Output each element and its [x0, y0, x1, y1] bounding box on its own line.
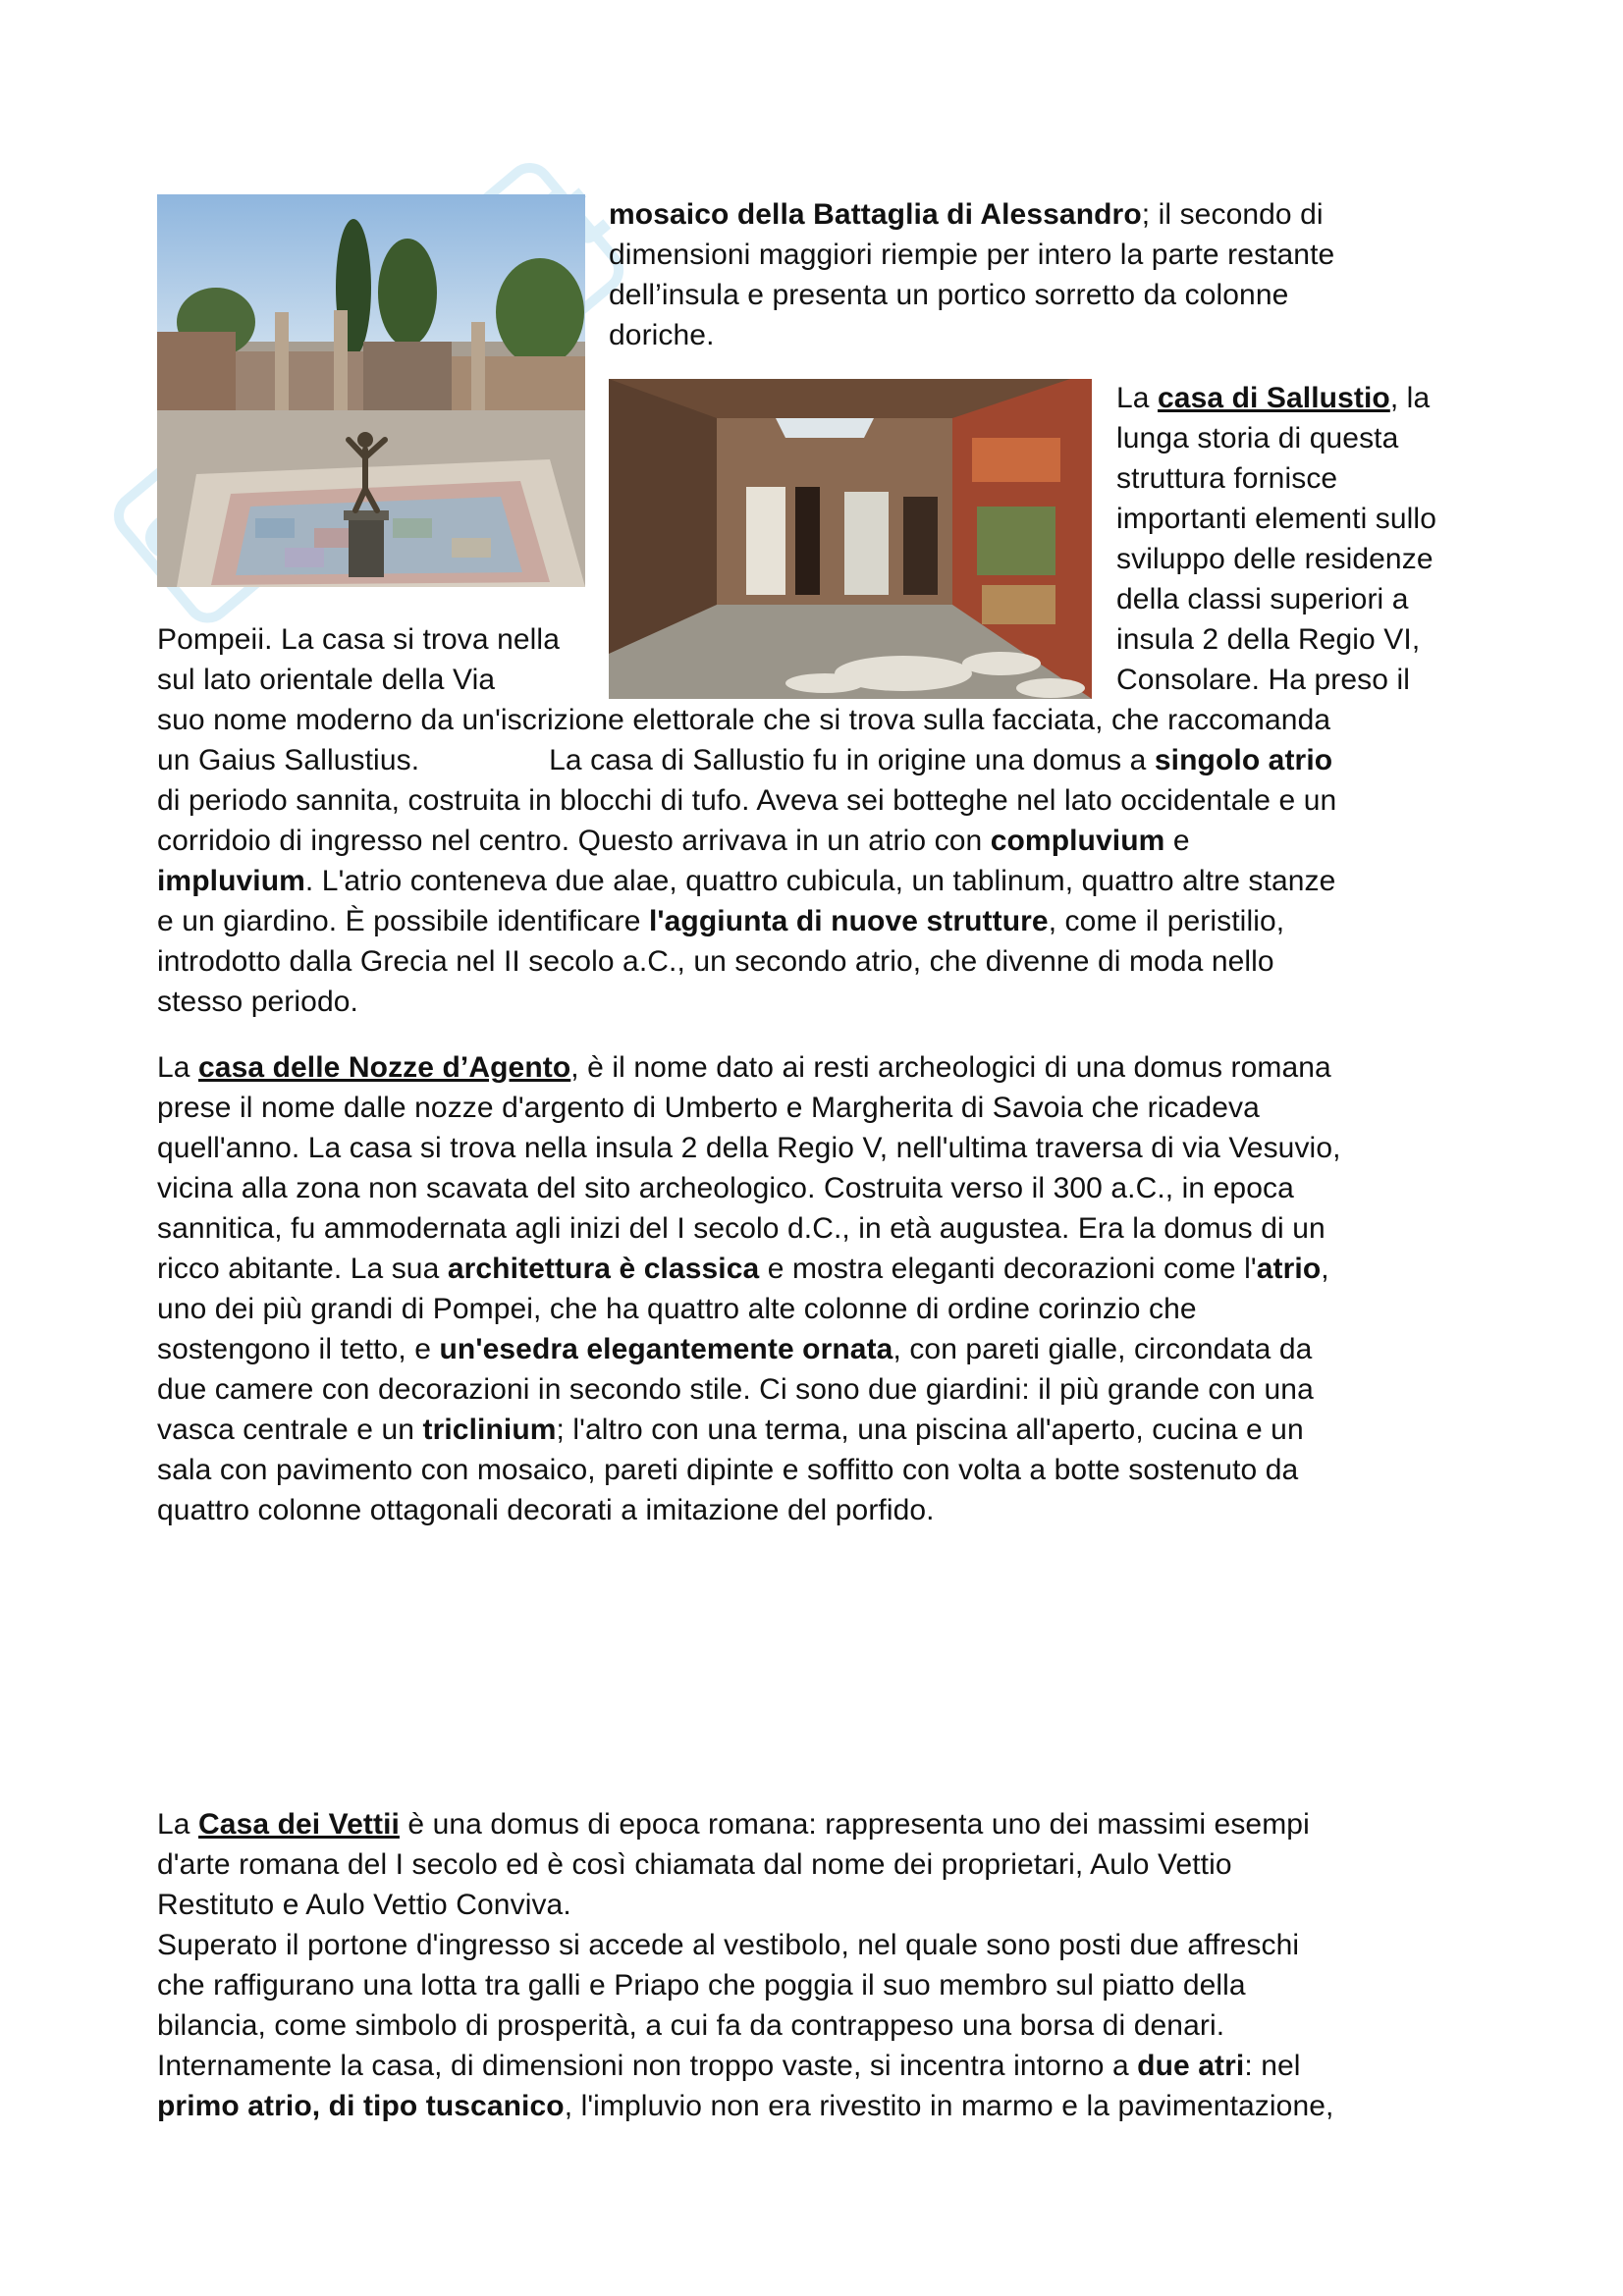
- bold-term: singolo atrio: [1154, 744, 1333, 776]
- text-line: Restituto e Aulo Vettio Conviva.: [157, 1889, 571, 1921]
- text-line: sostengono il tetto, e un'esedra elegantemente ornata, con pareti gialle, circondata da: [157, 1333, 1313, 1365]
- text-line: uno dei più grandi di Pompei, che ha quattro alte colonne di ordine corinzio che: [157, 1293, 1197, 1325]
- text-line: vicina alla zona non scavata del sito archeologico. Costruita verso il 300 a.C., in epoca: [157, 1172, 1294, 1204]
- text-line: dell’insula e presenta un portico sorretto da colonne: [609, 279, 1289, 311]
- text-line: quell'anno. La casa si trova nella insula 2 della Regio V, nell'ultima traversa di via Vesuvio,: [157, 1132, 1341, 1164]
- bold-term: mosaico della Battaglia di Alessandro: [609, 198, 1142, 231]
- link-casa-nozze-argento[interactable]: casa delle Nozze d’Agento: [198, 1051, 571, 1084]
- text-line: La Casa dei Vettii è una domus di epoca romana: rappresenta uno dei massimi esempi: [157, 1808, 1310, 1841]
- text-line: doriche.: [609, 319, 715, 351]
- text-line: importanti elementi sullo: [1116, 503, 1436, 535]
- text-line: due camere con decorazioni in secondo stile. Ci sono due giardini: il più grande con una: [157, 1373, 1314, 1406]
- text-line: bilancia, come simbolo di prosperità, a cui fa da contrappeso una borsa di denari.: [157, 2009, 1225, 2042]
- text-line: mosaico della Battaglia di Alessandro; il secondo di: [609, 198, 1324, 231]
- text-line: sul lato orientale della Via: [157, 664, 496, 696]
- text-line: di periodo sannita, costruita in blocchi di tufo. Aveva sei botteghe nel lato occidentale e un: [157, 784, 1337, 817]
- bold-term: compluvium: [990, 825, 1165, 857]
- text-line: Internamente la casa, di dimensioni non troppo vaste, si incentra intorno a due atri: nel: [157, 2050, 1301, 2082]
- text-line: ricco abitante. La sua architettura è classica e mostra eleganti decorazioni come l'atrio,: [157, 1253, 1329, 1285]
- text-line: sviluppo delle residenze: [1116, 543, 1434, 575]
- text-line: sala con pavimento con mosaico, pareti dipinte e soffitto con volta a botte sostenuto da: [157, 1454, 1299, 1486]
- bold-term: primo atrio, di tipo tuscanico: [157, 2090, 565, 2122]
- bold-term: due atri: [1137, 2050, 1245, 2082]
- text-line: suo nome moderno da un'iscrizione elettorale che si trova sulla facciata, che raccomanda: [157, 704, 1331, 736]
- bold-term: impluvium: [157, 865, 305, 897]
- text-line: Superato il portone d'ingresso si accede al vestibolo, nel quale sono posti due affreschi: [157, 1929, 1300, 1961]
- text-line: della classi superiori a: [1116, 583, 1409, 615]
- text-line: Consolare. Ha preso il: [1116, 664, 1411, 696]
- bold-term: atrio: [1256, 1253, 1322, 1285]
- text-line: introdotto dalla Grecia nel II secolo a.C., un secondo atrio, che divenne di moda nello: [157, 945, 1274, 978]
- text-line: insula 2 della Regio VI,: [1116, 623, 1421, 656]
- text-line: struttura fornisce: [1116, 462, 1338, 495]
- text-line: dimensioni maggiori riempie per intero la parte restante: [609, 239, 1335, 271]
- bold-term: l'aggiunta di nuove strutture: [648, 905, 1049, 937]
- link-casa-dei-vettii[interactable]: Casa dei Vettii: [198, 1808, 400, 1841]
- photo-casa-sallustio-interior: [609, 379, 1092, 699]
- text-line: quattro colonne ottagonali decorati a imitazione del porfido.: [157, 1494, 935, 1526]
- photo-faun-statue: [157, 194, 585, 587]
- bold-term: triclinium: [422, 1414, 557, 1446]
- text-line: impluvium. L'atrio conteneva due alae, quattro cubicula, un tablinum, quattro altre stanze: [157, 865, 1336, 897]
- text-line: un Gaius Sallustius. La casa di Sallustio fu in origine una domus a singolo atrio: [157, 744, 1333, 776]
- link-casa-di-sallustio[interactable]: casa di Sallustio: [1158, 382, 1390, 414]
- text-line: d'arte romana del I secolo ed è così chiamata dal nome dei proprietari, Aulo Vettio: [157, 1848, 1232, 1881]
- text-line: La casa di Sallustio, la: [1116, 382, 1431, 414]
- text-line: primo atrio, di tipo tuscanico, l'impluvio non era rivestito in marmo e la pavimentazione,: [157, 2090, 1334, 2122]
- bold-term: un'esedra elegantemente ornata: [439, 1333, 893, 1365]
- text-line: e un giardino. È possibile identificare l'aggiunta di nuove strutture, come il peristilio,: [157, 905, 1285, 937]
- text-line: La casa delle Nozze d’Agento, è il nome dato ai resti archeologici di una domus romana: [157, 1051, 1331, 1084]
- text-line: vasca centrale e un triclinium; l'altro con una terma, una piscina all'aperto, cucina e un: [157, 1414, 1304, 1446]
- text-line: lunga storia di questa: [1116, 422, 1399, 454]
- text-line: corridoio di ingresso nel centro. Questo arrivava in un atrio con compluvium e: [157, 825, 1190, 857]
- text-line: Pompeii. La casa si trova nella: [157, 623, 560, 656]
- text-line: che raffigurano una lotta tra galli e Priapo che poggia il suo membro sul piatto della: [157, 1969, 1246, 2002]
- text-line: sannitica, fu ammodernata agli inizi del I secolo d.C., in età augustea. Era la domus di un: [157, 1212, 1325, 1245]
- text-line: prese il nome dalle nozze d'argento di Umberto e Margherita di Savoia che ricadeva: [157, 1092, 1260, 1124]
- text-line: stesso periodo.: [157, 986, 358, 1018]
- bold-term: architettura è classica: [447, 1253, 760, 1285]
